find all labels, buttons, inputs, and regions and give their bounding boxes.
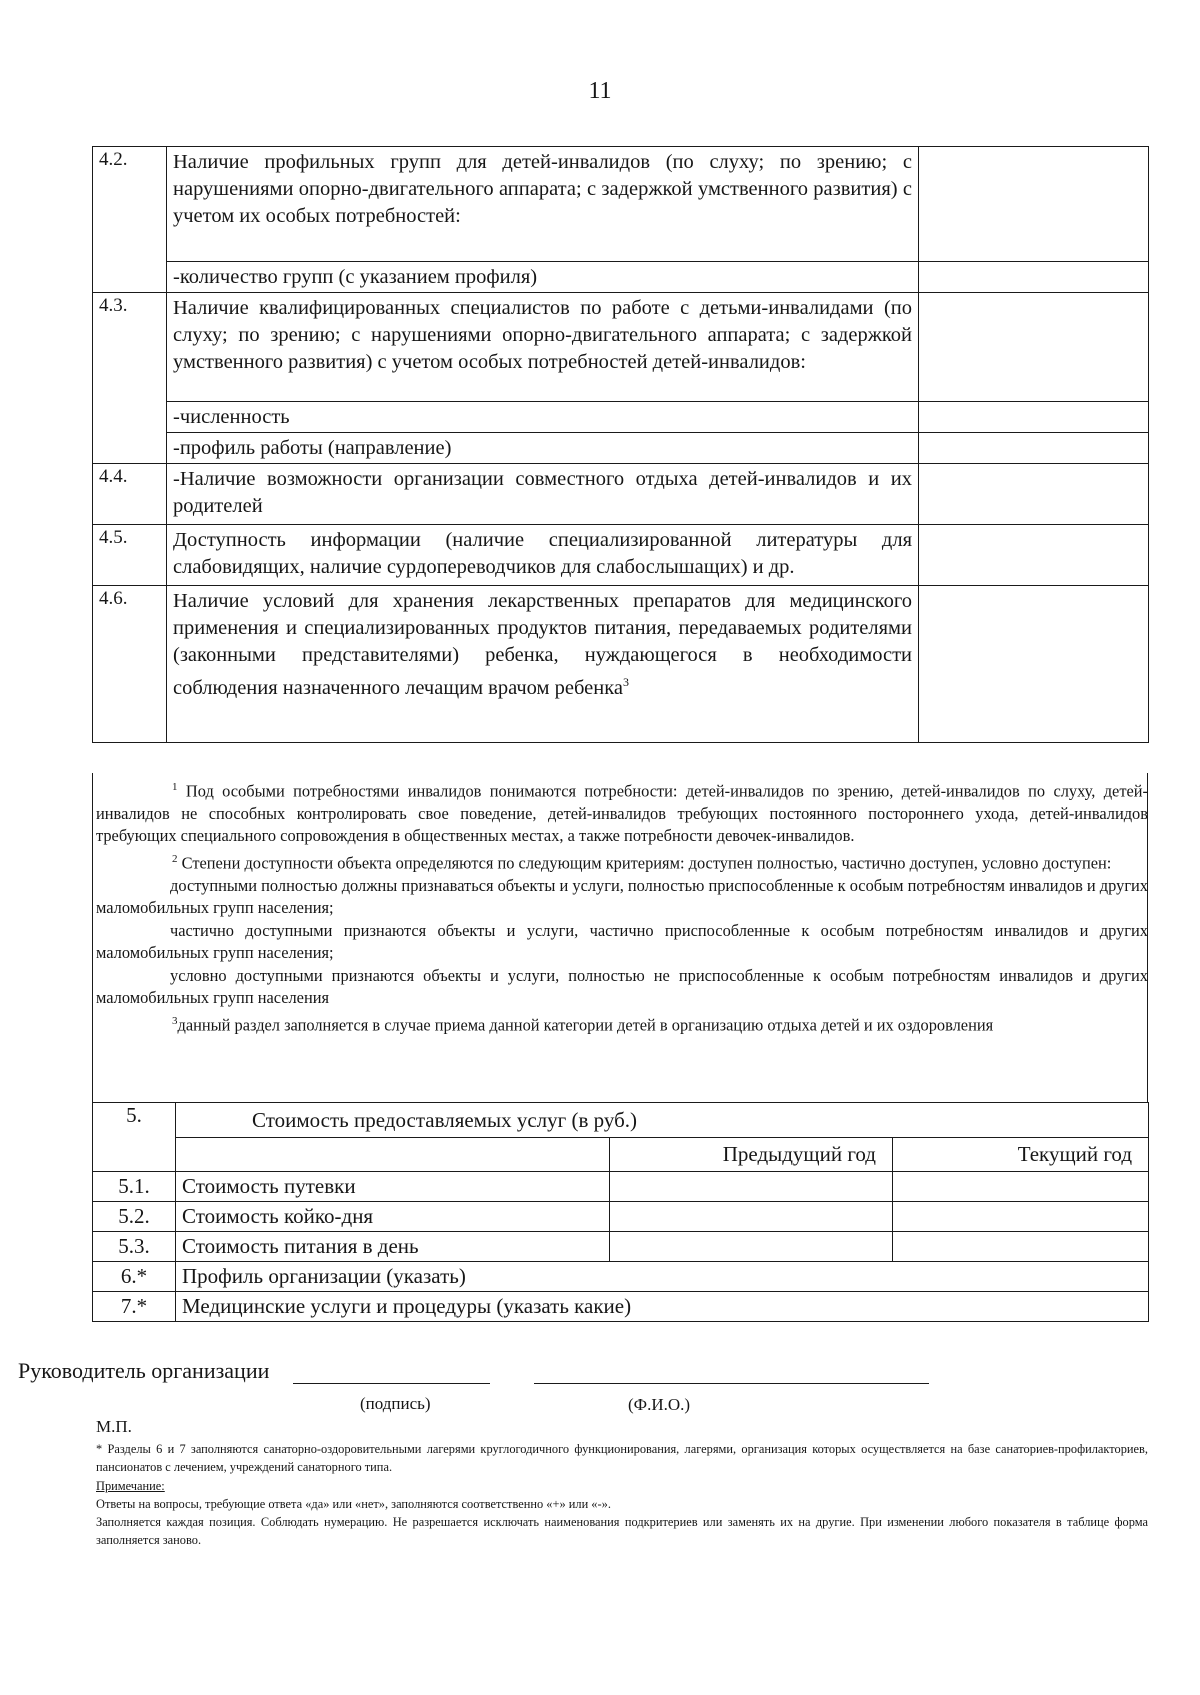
asterisk-note: * Разделы 6 и 7 заполняются санаторно-оздоровительными лагерями круглогодичного функционирования, лагерями, организация которых осуществляется на базе санаториев-профилакториев, пансионатов с лечением, учреждений санаторного типа. bbox=[96, 1442, 1148, 1474]
signature-field[interactable] bbox=[293, 1383, 490, 1384]
value-cell[interactable] bbox=[919, 464, 1149, 525]
value-cell[interactable] bbox=[919, 293, 1149, 402]
footnote-mark: 1 bbox=[172, 781, 178, 793]
table-row bbox=[93, 464, 1149, 525]
table-row bbox=[93, 433, 1149, 464]
criterion-text bbox=[167, 586, 919, 743]
table-row bbox=[93, 586, 1149, 743]
table-row bbox=[93, 1103, 1149, 1138]
footnote-1 bbox=[96, 776, 1148, 848]
table-row bbox=[93, 147, 1149, 262]
remark-title: Примечание: bbox=[96, 1479, 165, 1493]
footnote-2c: условно доступными признаются объекты и услуги, полностью не приспособленные к особым потребностям инвалидов и других маломобильных групп населения bbox=[96, 965, 1148, 1008]
signature-caption: (подпись) bbox=[360, 1394, 431, 1413]
table-row bbox=[93, 402, 1149, 433]
criterion-text: -Наличие возможности организации совместного отдыха детей-инвалидов и их родителей bbox=[167, 464, 919, 525]
column-header-current-year: Текущий год bbox=[893, 1138, 1149, 1172]
criterion-text-body: Наличие условий для хранения лекарственных препаратов для медицинского применения и специализированных продуктов питания, передаваемых родителями (законными представителями) ребенка, нуждающегося в необходимости соблюдения назначенного лечащим врачом ребенка bbox=[173, 590, 912, 699]
value-cell[interactable] bbox=[610, 1232, 893, 1262]
footnote-2a: доступными полностью должны признаваться объекты и услуги, полностью приспособленные к особым потребностям инвалидов и других маломобильных групп населения; bbox=[96, 875, 1149, 918]
table-row bbox=[93, 1292, 1149, 1322]
footnote-ref: 3 bbox=[622, 675, 629, 689]
footnote-mark: 3 bbox=[172, 1014, 178, 1027]
value-cell[interactable] bbox=[893, 1202, 1149, 1232]
stamp-place: М.П. bbox=[96, 1417, 132, 1436]
row-number: 7.* bbox=[93, 1292, 176, 1322]
footnote-text: данный раздел заполняется в случае приема данной категории детей в организацию отдыха детей и их оздоровления bbox=[177, 1015, 994, 1035]
value-cell[interactable] bbox=[919, 402, 1149, 433]
full-name-caption: (Ф.И.О.) bbox=[628, 1395, 691, 1414]
table-row bbox=[93, 1202, 1149, 1232]
remark-1: Ответы на вопросы, требующие ответа «да» или «нет», заполняются соответственно «+» или «-». bbox=[96, 1497, 611, 1511]
row-number: 5. bbox=[93, 1103, 176, 1172]
table-row bbox=[93, 1262, 1149, 1292]
row-number: 4.2. bbox=[93, 147, 167, 293]
value-cell[interactable] bbox=[610, 1172, 893, 1202]
footnote-2b: частично доступными признаются объекты и услуги, частично приспособленные к особым потребностям инвалидов и других маломобильных групп населения; bbox=[96, 920, 1148, 963]
row-number: 4.4. bbox=[93, 464, 167, 525]
remark-2: Заполняется каждая позиция. Соблюдать нумерацию. Не разрешается исключать наименования подкритериев или заменять их на другие. При изменении любого показателя в таблице форма заполняется заново. bbox=[96, 1515, 1148, 1547]
section-title: Стоимость предоставляемых услуг (в руб.) bbox=[176, 1103, 1149, 1138]
header-blank bbox=[176, 1138, 610, 1172]
full-name-field[interactable] bbox=[534, 1383, 929, 1384]
table-row bbox=[93, 293, 1149, 402]
row-number: 5.1. bbox=[93, 1172, 176, 1202]
table-row bbox=[93, 1138, 1149, 1172]
value-cell[interactable] bbox=[919, 262, 1149, 293]
table-row bbox=[93, 1232, 1149, 1262]
section4-table bbox=[92, 146, 1149, 743]
row-label: Профиль организации (указать) bbox=[176, 1262, 1149, 1292]
criterion-text: Наличие профильных групп для детей-инвалидов (по слуху; по зрению; с нарушениями опорно-двигательного аппарата; с задержкой умственного развития) с учетом их особых потребностей: bbox=[167, 147, 919, 262]
footnote-mark: 2 bbox=[172, 852, 178, 865]
table-row bbox=[93, 1172, 1149, 1202]
row-label: Медицинские услуги и процедуры (указать какие) bbox=[176, 1292, 1149, 1322]
column-header-previous-year: Предыдущий год bbox=[610, 1138, 893, 1172]
section5-table bbox=[92, 1102, 1149, 1322]
criterion-text: Доступность информации (наличие специализированной литературы для слабовидящих, наличие сурдопереводчиков для слабослышащих) и др. bbox=[167, 525, 919, 586]
row-number: 4.6. bbox=[93, 586, 167, 743]
value-cell[interactable] bbox=[919, 433, 1149, 464]
row-number: 4.5. bbox=[93, 525, 167, 586]
value-cell[interactable] bbox=[919, 586, 1149, 743]
footnote-text: Степени доступности объекта определяются по следующим критериям: доступен полностью, частично доступен, условно доступен: bbox=[181, 853, 1112, 873]
footnote-3 bbox=[96, 1010, 1148, 1037]
row-number: 5.3. bbox=[93, 1232, 176, 1262]
row-label: Стоимость путевки bbox=[176, 1172, 610, 1202]
row-number: 4.3. bbox=[93, 293, 167, 464]
footnote-text: Под особыми потребностями инвалидов понимаются потребности: детей-инвалидов по зрению, детей-инвалидов по слуху, детей-инвалидов не способных контролировать свое поведение, детей-инвалидов требующих постоянного постороннего ухода, детей-инвалидов требующих специального сопровождения в общественных местах, а также потребности девочек-инвалидов. bbox=[96, 781, 1148, 846]
footnote-2 bbox=[96, 848, 1148, 875]
value-cell[interactable] bbox=[919, 525, 1149, 586]
row-number: 5.2. bbox=[93, 1202, 176, 1232]
row-number: 6.* bbox=[93, 1262, 176, 1292]
page-number: 11 bbox=[588, 78, 612, 104]
footnotes bbox=[96, 776, 1148, 1037]
criterion-subitem: -количество групп (с указанием профиля) bbox=[167, 262, 919, 293]
table-row bbox=[93, 262, 1149, 293]
criterion-subitem: -численность bbox=[167, 402, 919, 433]
row-label: Стоимость койко-дня bbox=[176, 1202, 610, 1232]
criterion-subitem: -профиль работы (направление) bbox=[167, 433, 919, 464]
value-cell[interactable] bbox=[893, 1172, 1149, 1202]
value-cell[interactable] bbox=[919, 147, 1149, 262]
value-cell[interactable] bbox=[610, 1202, 893, 1232]
value-cell[interactable] bbox=[893, 1232, 1149, 1262]
signature-label: Руководитель организации bbox=[18, 1358, 270, 1383]
row-label: Стоимость питания в день bbox=[176, 1232, 610, 1262]
table-row bbox=[93, 525, 1149, 586]
criterion-text: Наличие квалифицированных специалистов по работе с детьми-инвалидами (по слуху; по зрению; с нарушениями опорно-двигательного аппарата; с задержкой умственного развития) с учетом особых потребностей детей-инвалидов: bbox=[167, 293, 919, 402]
